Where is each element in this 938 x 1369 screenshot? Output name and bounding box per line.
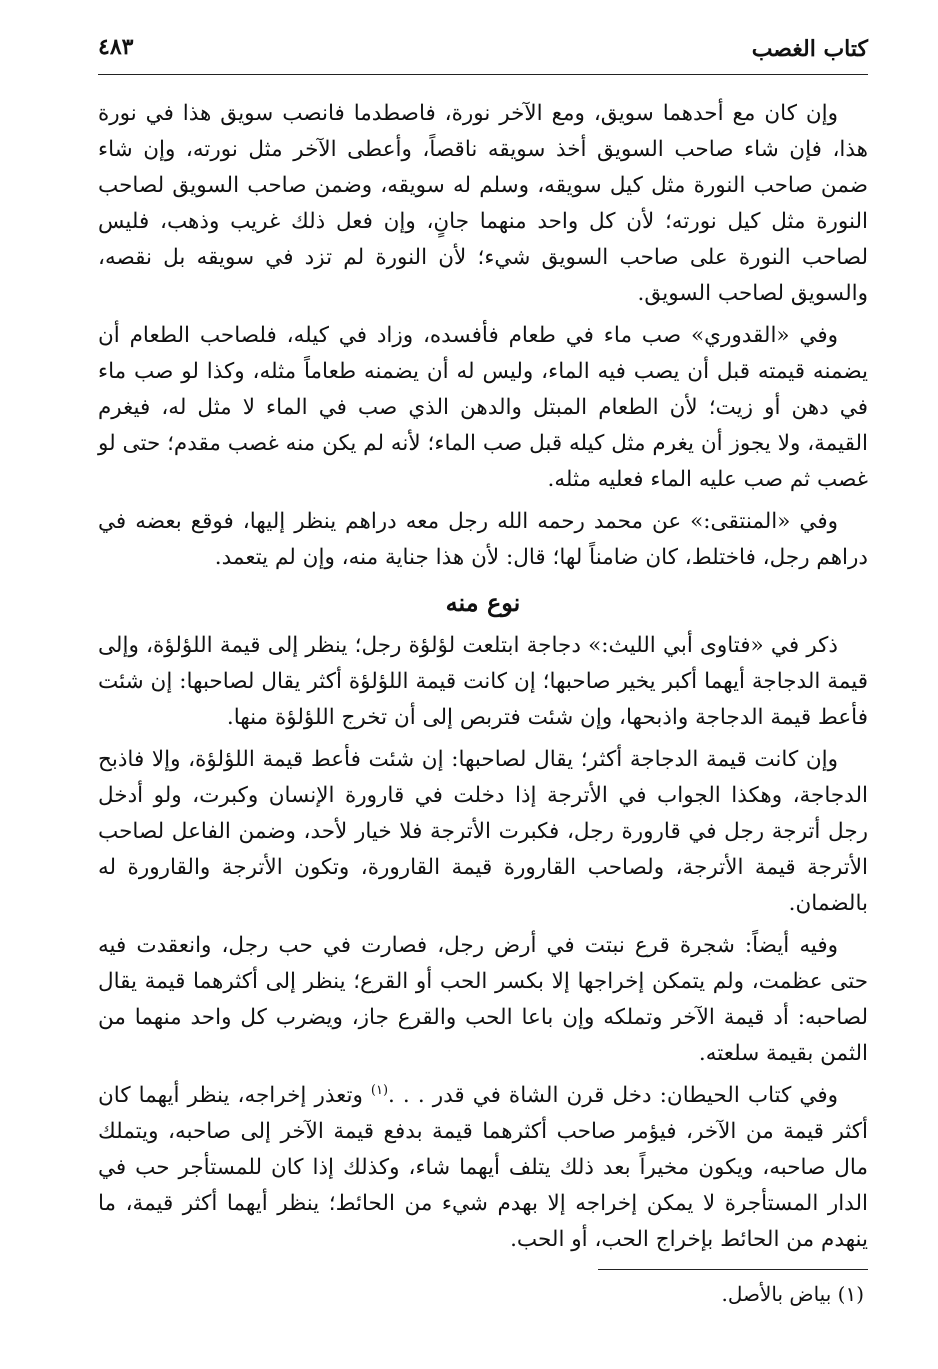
section-heading: نوع منه xyxy=(445,588,521,617)
paragraph: ذكر في «فتاوى أبي الليث:» دجاجة ابتلعت لؤلؤة رجل؛ ينظر إلى قيمة اللؤلؤة، وإلى قيمة الدجاجة أيهما أكبر يخير صاحبها؛ إن كانت قيمة اللؤلؤة أكثر يقال لصاحبها: إن شئت فأعط قيمة الدجاجة واذبحها، وإن شئت فتربص إلى أن تخرج اللؤلؤة منها. xyxy=(98,633,868,730)
paragraph: وإن كانت قيمة الدجاجة أكثر؛ يقال لصاحبها: إن شئت فأعط قيمة اللؤلؤة، وإلا فاذبح الدجاجة، وهكذا الجواب في الأترجة إذا دخلت في قارورة الإنسان وكبرت، ولو أدخل رجل أترجة رجل في قارورة رجل، فكبرت الأترجة فلا خيار لأحد، وضمن الفاعل لصاحب الأترجة قيمة الأترجة، ولصاحب القارورة قيمة القارورة، وتكون الأترجة والقارورة له بالضمان. xyxy=(98,747,868,916)
paragraph: وفي «المنتقى:» عن محمد رحمه الله رجل معه دراهم ينظر إليها، فوقع بعضه في دراهم رجل، فاختلط، كان ضامناً لها؛ قال: لأن هذا جناية منه، وإن لم يتعمد. xyxy=(98,509,868,570)
footnote-divider xyxy=(598,1269,868,1270)
paragraph: وفي «القدوري» صب ماء في طعام فأفسده، وزاد في كيله، فلصاحب الطعام أن يضمنه قيمته قبل أن يصب فيه الماء، وليس له أن يضمنه طعاماً مثله، وكذا لو صب ماء في دهن أو زيت؛ لأن الطعام المبتل والدهن الذي صب في الماء لا مثل له، فيغرم القيمة، ولا يجوز أن يغرم مثل كيله قبل صب الماء؛ لأنه لم يكن منه غصب مقدم؛ حتى لو غصب ثم صب عليه الماء فعليه مثله. xyxy=(98,323,868,492)
paragraph-with-footnote xyxy=(98,1078,868,1258)
page-header xyxy=(98,28,868,75)
page-body xyxy=(98,96,868,1264)
paragraph: وفيه أيضاً: شجرة قرع نبتت في أرض رجل، فصارت في حب رجل، وانعقدت فيه حتى عظمت، ولم يتمكن إخراجها إلا بكسر الحب أو القرع؛ ينظر إلى أكثرهما قيمة يقال لصاحبه: أد قيمة الآخر وتملكه وإن باعا الحب والقرع جاز، ويضرب كل واحد منهما من الثمن بقيمة سلعته. xyxy=(98,933,868,1066)
running-title: كتاب الغصب xyxy=(751,36,868,62)
footnote-marker: (١) xyxy=(370,1082,389,1098)
paragraph-text-start: وفي كتاب الحيطان: دخل قرن الشاة في قدر . . . xyxy=(388,1083,838,1108)
paragraph: وإن كان مع أحدهما سويق، ومع الآخر نورة، فاصطدما فانصب سويق هذا في نورة هذا، فإن شاء صاحب السويق أخذ سويقه ناقصاً، وأعطى الآخر مثل نورته، وإن شاء ضمن صاحب النورة مثل كيل سويقه، وسلم له سويقه، وضمن صاحب السويق لصاحب النورة مثل كيل نورته؛ لأن كل واحد منهما جانٍ، وإن فعل ذلك غريب وذهب، فليس لصاحب النورة على صاحب السويق شيء؛ لأن النورة لم تزد في سويقه بل نقصه، والسويق لصاحب السويق. xyxy=(98,101,868,306)
footnote: (١) بياض بالأصل. xyxy=(721,1282,864,1306)
paragraph-text-end: وتعذر إخراجه، ينظر أيهما كان أكثر قيمة من الآخر، فيؤمر صاحب أكثرهما قيمة بدفع قيمة الآخر إلى صاحبه، ويتملك مال صاحبه، ويكون مخيراً بعد ذلك يتلف أيهما شاء، وكذلك إذا كان للمستأجر حب في الدار المستأجرة لا يمكن إخراجه إلا بهدم شيء من الحائط؛ ينظر أيهما أكثر قيمة، ما ينهدم من الحائط بإخراج الحب، أو الحب. xyxy=(98,1083,868,1252)
page-number: ٤٨٣ xyxy=(98,34,134,60)
